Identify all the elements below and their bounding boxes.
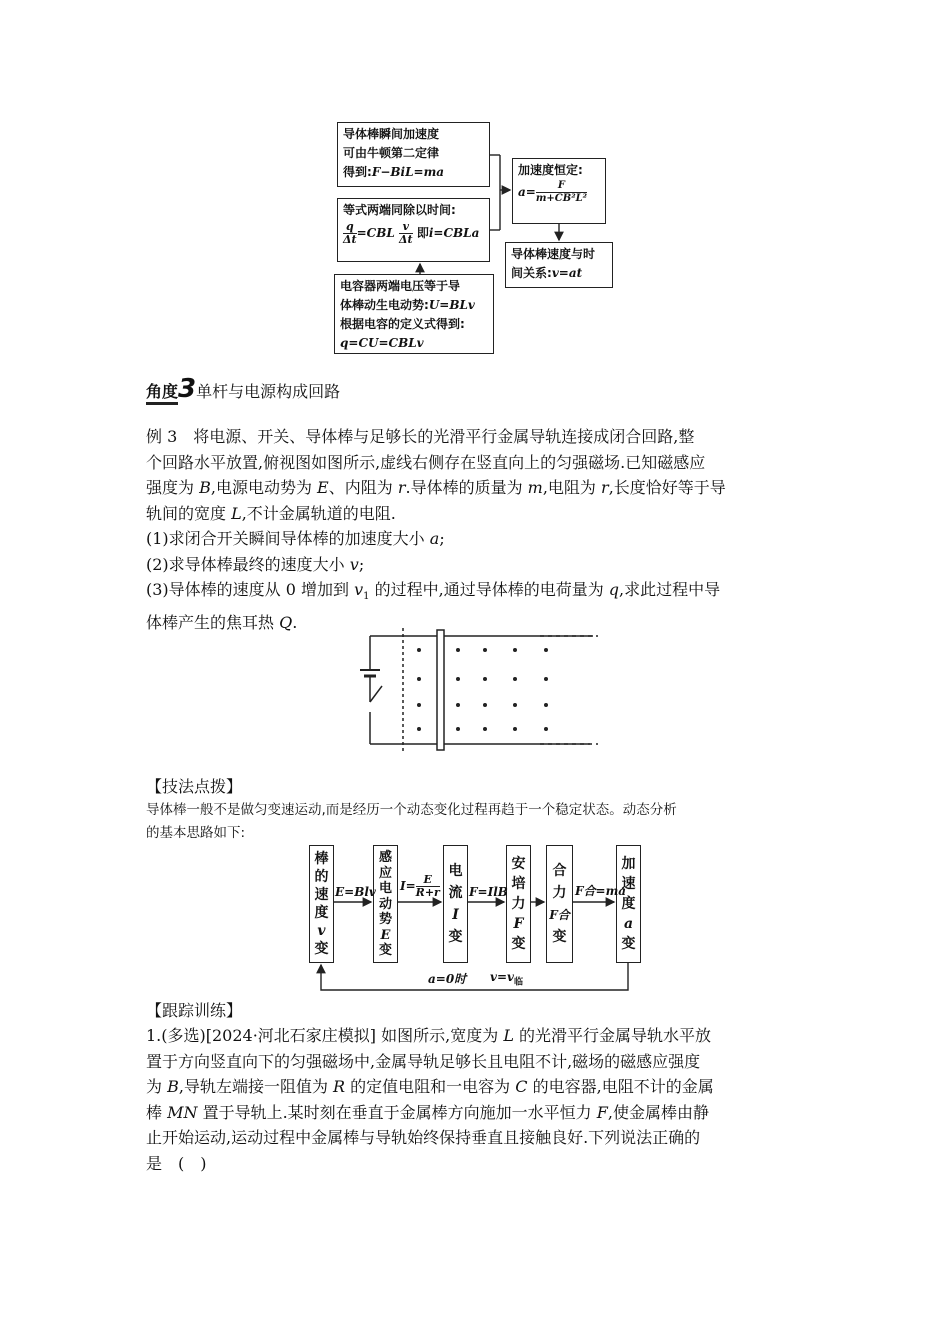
switch	[370, 686, 382, 702]
flow-box-divide-time: 等式两端同除以时间: $\frac{q}{\Delta t}$ =CBL $\frac{v}{\Delta t}$ 即i=CBLa	[337, 198, 490, 262]
circuit-figure	[340, 628, 610, 753]
box-net-force: 合 力 F合 变	[546, 845, 573, 963]
label-back-condition: a=0时	[428, 972, 467, 986]
box-current: 电 流 I 变	[443, 845, 468, 963]
label-emf-eq: E=Blv	[335, 885, 376, 899]
question-1: (1)求闭合开关瞬间导体棒的加速度大小 a;	[146, 529, 445, 548]
section-title: 单杆与电源构成回路	[196, 382, 341, 401]
flow-top-arrows	[0, 0, 950, 370]
box-acceleration: 加 速 度 a 变	[616, 845, 641, 963]
label-newton-eq: F合=ma	[575, 884, 627, 898]
question-2: (2)求导体棒最终的速度大小 v;	[146, 554, 365, 574]
box-rod-velocity: 棒 的 速 度 v 变	[309, 845, 334, 963]
flow-box-constant-accel: 加速度恒定: a= $\frac{F}{\text{m+CB²L²}}$	[512, 158, 606, 224]
flow-dynamic-arrows	[0, 840, 950, 1000]
conductor-rod	[437, 630, 444, 750]
box-induced-emf: 感 应 电 动 势 E 变	[373, 845, 398, 963]
example-3: 例 3 将电源、开关、导体棒与足够长的光滑平行金属导轨连接成闭合回路,整 个回路水平放置,俯视图如图所示,虚线右侧存在竖直向上的匀强磁场.已知磁感应 强度为 B,电源电动势为 E、内阻为 r.导体棒的质量为 m,电阻为 r,长度恰好等于导 轨间的宽度 L,不计金属轨道的电阻. (1)求闭合开关瞬间导体棒的加速度大小 a; (2)求导体棒最终的速度大小 v; (3)导体棒的速度从 0 增加到 $v_1$ 的过程中,通过导体棒的电荷量为 q,求此过程中导 体棒产生的焦耳热 Q.	[146, 424, 806, 635]
label-force-eq: F=IlB	[469, 885, 508, 899]
flow-box-velocity-time: 导体棒速度与时 间关系:v=at	[505, 242, 613, 288]
flow-box-capacitor: 电容器两端电压等于导 体棒动生电动势:U=BLv 根据电容的定义式得到: q=CU=CBLv	[334, 274, 494, 354]
practice-heading: 【跟踪训练】	[146, 1001, 243, 1020]
tip-heading: 【技法点拨】	[146, 777, 243, 796]
tip-body: 导体棒一般不是做匀变速运动,而是经历一个动态变化过程再趋于一个稳定状态。动态分析 的基本思路如下:	[146, 802, 677, 841]
question-3: (3)导体棒的速度从 0 增加到 $v_1$ 的过程中,通过导体棒的电荷量为 q,求此过程中导	[146, 580, 721, 603]
practice-question-1: 1.(多选)[2024·河北石家庄模拟] 如图所示,宽度为 L 的光滑平行金属导轨水平放 置于方向竖直向下的匀强磁场中,金属导轨足够长且电阻不计,磁场的磁感应强度 为 B,导轨左端接一阻值为 R 的定值电阻和一电容为 C 的电容器,电阻不计的金属 棒 MN 置于导轨上.某时刻在垂直于金属棒方向施加一水平恒力 F,使金属棒由静 止开始运动,运动过程中金属棒与导轨始终保持垂直且接触良好.下列说法正确的 是 ( )	[146, 1026, 714, 1173]
box-ampere-force: 安 培 力 F 变	[506, 845, 531, 963]
flow-box-newton: 导体棒瞬间加速度 可由牛顿第二定律 得到:F−BiL=ma	[337, 122, 490, 187]
section-badge: 角度3单杆与电源构成回路	[146, 374, 341, 404]
label-current-eq: I= $\frac{E}{R+r}$	[400, 873, 440, 899]
label-back-velocity: $v=v_临$	[490, 970, 524, 988]
